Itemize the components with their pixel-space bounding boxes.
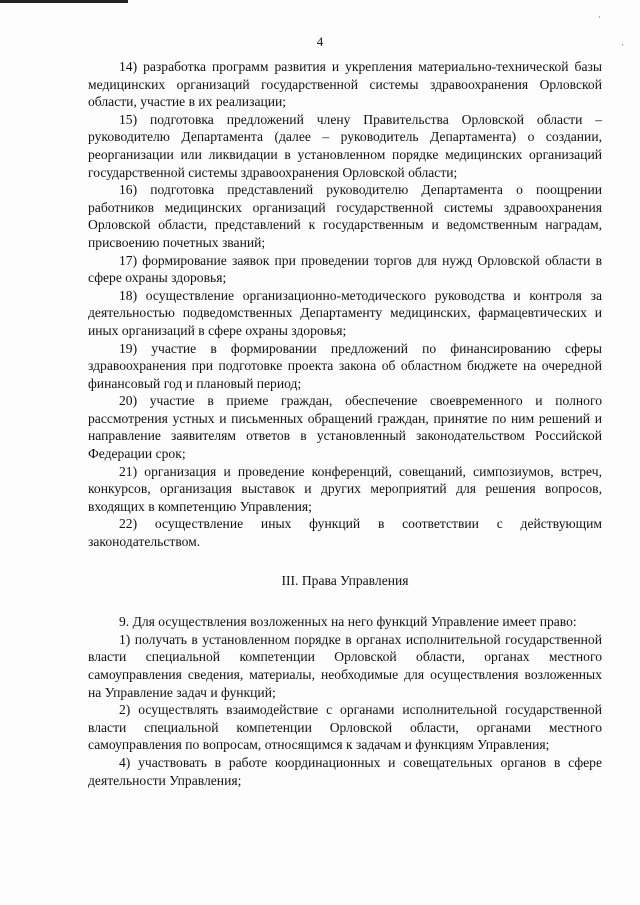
list-item-22: 22) осуществление иных функций в соответствии с действующим законодательством.: [88, 516, 602, 550]
list-item-14: 14) разработка программ развития и укрепления материально-технической базы медицинских организаций государственной системы здравоохранения Орловской области, участие в их реализации;: [88, 59, 602, 110]
list-item-16: 16) подготовка представлений руководителю Департамента о поощрении работников медицинских организаций государственной системы здравоохранения Орловской области, представлений к государственным и ведомственным наградам, присвоению почетных званий;: [88, 182, 602, 250]
clause-9-intro: 9. Для осуществления возложенных на него функций Управление имеет право:: [119, 614, 577, 630]
list-item-15: 15) подготовка предложений члену Правительства Орловской области – руководителю Департамента (далее – руководитель Департамента) о создании, реорганизации или ликвидации в установленном порядке медицинских организаций государственной системы здравоохранения Орловской области;: [88, 111, 602, 180]
scan-speck: ·: [598, 12, 601, 22]
scan-edge-mark: [0, 0, 128, 3]
section-heading: III. Права Управления: [281, 572, 409, 588]
document-body: [88, 58, 602, 789]
scan-speck: ·: [621, 40, 624, 50]
list-item-18: 18) осуществление организационно-методического руководства и контроля за деятельностью подведомственных Департаменту медицинских, фармацевтических и иных организаций в сфере охраны здоровья;: [88, 287, 602, 338]
right-item-1: 1) получать в установленном порядке в органах исполнительной государственной власти специальной компетенции Орловской области, органах местного самоуправления сведения, материалы, необходимые для осуществления возложенных на Управление задач и функций;: [88, 631, 602, 700]
list-item-20: 20) участие в приеме граждан, обеспечение своевременного и полного рассмотрения устных и письменных обращений граждан, принятие по ним решений и направление заявителям ответов в установленный законодательством Российской Федерации срок;: [88, 393, 602, 462]
list-item-21: 21) организация и проведение конференций, совещаний, симпозиумов, встреч, конкурсов, организация выставок и других мероприятий для решения вопросов, входящих в компетенцию Управления;: [88, 463, 602, 514]
list-item-19: 19) участие в формировании предложений по финансированию сферы здравоохранения при подготовке проекта закона об областном бюджете на очередной финансовый год и плановый период;: [88, 340, 602, 391]
page-number: 4: [316, 34, 324, 49]
list-item-17: 17) формирование заявок при проведении торгов для нужд Орловской области в сфере охраны здоровья;: [88, 252, 602, 286]
right-item-4: 4) участвовать в работе координационных и совещательных органов в сфере деятельности Управления;: [88, 754, 602, 788]
right-item-2: 2) осуществлять взаимодействие с органами исполнительной государственной власти специальной компетенции Орловской области, органами местного самоуправления по вопросам, относящимся к задачам и функциям Управления;: [88, 702, 602, 753]
